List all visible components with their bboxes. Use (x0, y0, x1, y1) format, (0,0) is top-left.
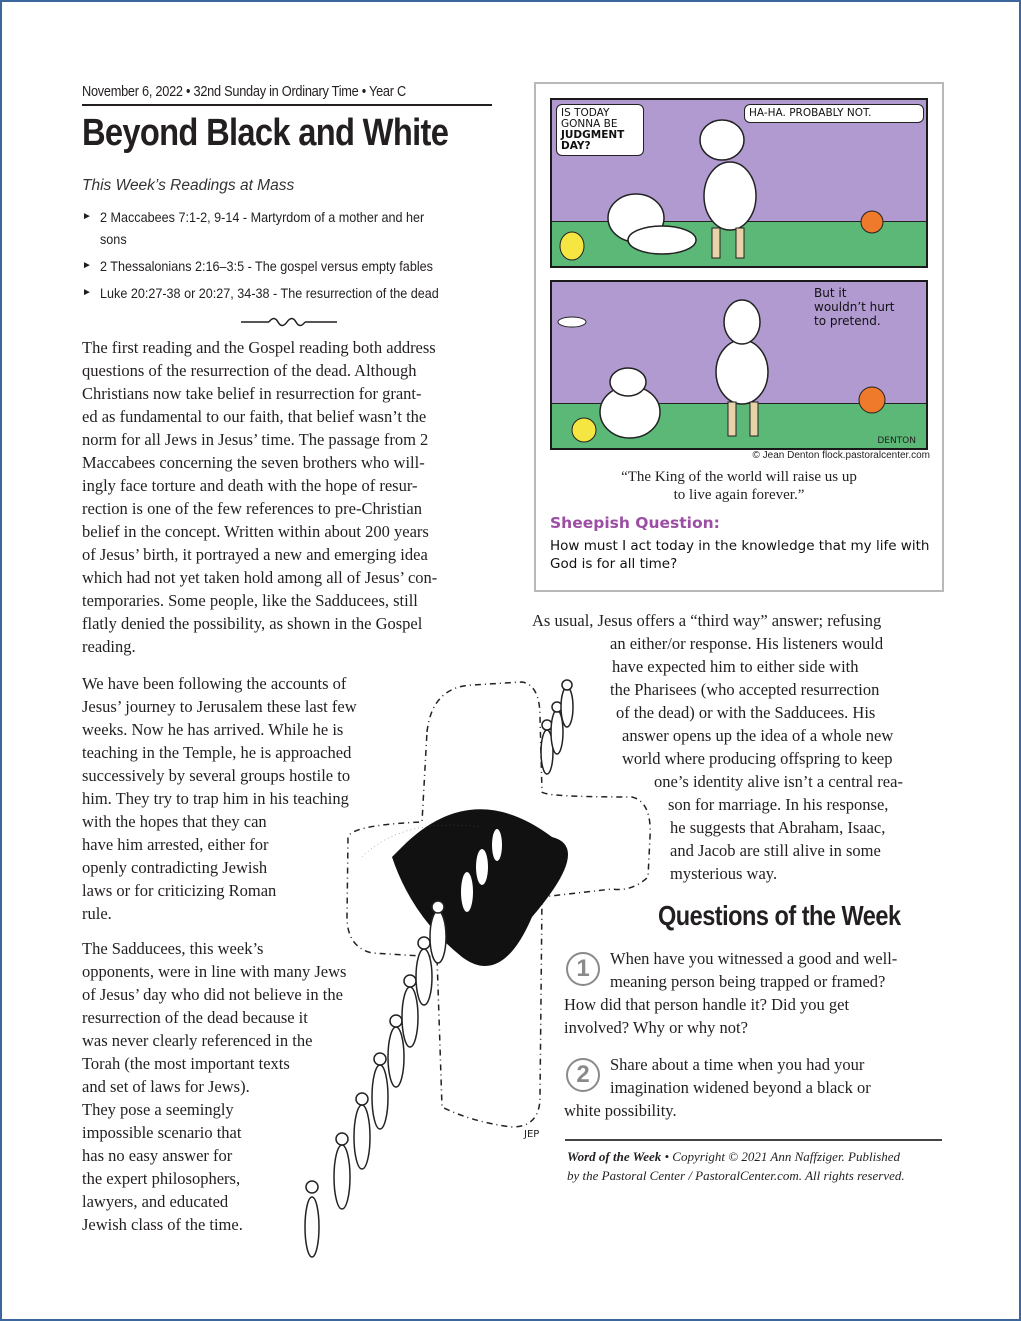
paragraph-line: resurrection of the dead because it (82, 1008, 308, 1027)
bubble-text: IS TODAY (561, 107, 610, 119)
comic-panel-2 (550, 280, 928, 450)
paragraph-line: and set of laws for Jews). (82, 1077, 250, 1096)
question-number-2-icon: 2 (566, 1058, 600, 1092)
footer-text: by the Pastoral Center / PastoralCenter.com. All rights reserved. (567, 1168, 905, 1183)
speech-bubble-right: HA-HA. PROBABLY NOT. (744, 104, 924, 123)
paragraph-line: Jewish class of the time. (82, 1215, 243, 1234)
paragraph-line: impossible scenario that (82, 1123, 242, 1142)
paragraph-line: mysterious way. (670, 864, 778, 883)
paragraph-line: the Pharisees (who accepted resurrection (610, 680, 880, 699)
ornament-divider-icon (239, 314, 339, 328)
questions-heading: Questions of the Week (658, 900, 901, 931)
paragraph-line: flatly denied the possibility, as shown in the Gospel (82, 614, 423, 633)
paragraph-line: rection is one of the few references to pre-Christian (82, 499, 422, 518)
paragraph-line: They pose a seemingly (82, 1100, 234, 1119)
reading-text: sons (100, 231, 127, 247)
question-line: meaning person being trapped or framed? (610, 972, 886, 991)
reading-text: 2 Maccabees 7:1-2, 9-14 - Martyrdom of a mother and her (100, 209, 425, 225)
paragraph-line: opponents, were in line with many Jews (82, 962, 347, 981)
paragraph-line: world where producing offspring to keep (622, 749, 893, 768)
paragraph-line: have expected him to either side with (612, 657, 859, 676)
paragraph-line: he suggests that Abraham, Isaac, (670, 818, 886, 837)
footer-brand: Word of the Week (567, 1149, 662, 1164)
question-line: How did that person handle it? Did you get (564, 995, 850, 1014)
triangle-bullet-icon: ► (82, 260, 92, 271)
sheepish-question-heading: Sheepish Question: (550, 514, 720, 532)
quote-line: “The King of the world will raise us up (621, 469, 857, 485)
paragraph-line: was never clearly referenced in the (82, 1031, 313, 1050)
footer-rule (565, 1139, 942, 1141)
paragraph-line: of the dead) or with the Sadducees. His (616, 703, 876, 722)
paragraph-line: The first reading and the Gospel reading both address (82, 338, 436, 357)
paragraph-line: of Jesus’ birth, it portrayed a new and emerging idea (82, 545, 428, 564)
paragraph-line: with the hopes that they can (82, 812, 267, 831)
thought-line: But it (814, 286, 847, 300)
paragraph-line: teaching in the Temple, he is approached (82, 743, 352, 762)
comic-panel-1 (550, 98, 928, 268)
quote-line: to live again forever.” (673, 487, 805, 503)
triangle-bullet-icon: ► (82, 211, 92, 222)
paragraph-line: We have been following the accounts of (82, 674, 347, 693)
reading-item (82, 206, 502, 250)
paragraph-line: answer opens up the idea of a whole new (622, 726, 894, 745)
question-line: Share about a time when you had your (610, 1055, 865, 1074)
copyright-footer (567, 1147, 947, 1185)
paragraph-line: rule. (82, 904, 112, 923)
reading-item (82, 282, 502, 304)
paragraph-line: Jesus’ journey to Jerusalem these last few (82, 697, 357, 716)
footer-text: • Copyright © 2021 Ann Naffziger. Published (661, 1149, 901, 1164)
bubble-text: GONNA BE (561, 118, 618, 130)
dateline: November 6, 2022 • 32nd Sunday in Ordinary Time • Year C (82, 84, 406, 100)
paragraph-line: ingly face torture and death with the hope of resur- (82, 476, 418, 495)
triangle-bullet-icon: ► (82, 287, 92, 298)
question-1 (564, 947, 949, 1039)
question-line: involved? Why or why not? (564, 1018, 748, 1037)
paragraph-line: norm for all Jews in Jesus’ time. The passage from 2 (82, 430, 429, 449)
paragraph-line: has no easy answer for (82, 1146, 233, 1165)
question-line: white possibility. (564, 1101, 677, 1120)
paragraph-line: The Sadducees, this week’s (82, 939, 264, 958)
sheepish-question-text: How must I act today in the knowledge that my life with God is for all time? (550, 538, 930, 572)
question-line: When have you witnessed a good and well- (610, 949, 898, 968)
question-2 (564, 1053, 949, 1122)
illustration-signature: JEP (524, 1129, 540, 1140)
paragraph-line: Maccabees concerning the seven brothers who will- (82, 453, 425, 472)
readings-list (82, 206, 502, 309)
paragraph-line: laws or for criticizing Roman (82, 881, 277, 900)
thought-line: to pretend. (814, 314, 881, 328)
comic-quote (536, 468, 942, 504)
paragraph-line: openly contradicting Jewish (82, 858, 268, 877)
paragraph-line: temporaries. Some people, like the Sadducees, still (82, 591, 418, 610)
paragraph-line: belief in the concept. Written within about 200 years (82, 522, 429, 541)
readings-heading: This Week’s Readings at Mass (82, 177, 295, 194)
paragraph-line: son for marriage. In his response, (668, 795, 889, 814)
article-paragraph-1 (82, 336, 502, 658)
paragraph-line: reading. (82, 637, 136, 656)
paragraph-line: and Jacob are still alive in some (670, 841, 881, 860)
paragraph-line: Torah (the most important texts (82, 1054, 290, 1073)
paragraph-line: lawyers, and educated (82, 1192, 229, 1211)
paragraph-line: which had not yet taken hold among all of Jesus’ con- (82, 568, 438, 587)
paragraph-line: an either/or response. His listeners would (610, 634, 884, 653)
reading-item (82, 255, 502, 277)
bubble-text: DAY? (561, 140, 591, 152)
paragraph-line: questions of the resurrection of the dead. Although (82, 361, 417, 380)
paragraph-line: of Jesus’ day who did not believe in the (82, 985, 343, 1004)
sheep-scene-2-icon (552, 282, 926, 448)
paragraph-line: As usual, Jesus offers a “third way” answer; refusing (532, 611, 882, 630)
comic-signature: DENTON (877, 436, 916, 446)
reading-text: 2 Thessalonians 2:16–3:5 - The gospel versus empty fables (100, 258, 433, 274)
paragraph-line: one’s identity alive isn’t a central rea- (654, 772, 903, 791)
page-title: Beyond Black and White (82, 112, 449, 154)
question-line: imagination widened beyond a black or (610, 1078, 871, 1097)
paragraph-line: him. They try to trap him in his teaching (82, 789, 349, 808)
paragraph-line: have him arrested, either for (82, 835, 269, 854)
paragraph-line: ed as fundamental to our faith, that belief wasn’t the (82, 407, 427, 426)
question-number-1-icon: 1 (566, 952, 600, 986)
reading-text: Luke 20:27-38 or 20:27, 34-38 - The resurrection of the dead (100, 285, 439, 301)
paragraph-line: Christians now take belief in resurrection for grant- (82, 384, 422, 403)
thought-line: wouldn’t hurt (814, 300, 895, 314)
comic-credit: © Jean Denton flock.pastoralcenter.com (752, 450, 930, 461)
dateline-rule (82, 104, 492, 106)
paragraph-line: the expert philosophers, (82, 1169, 241, 1188)
paragraph-line: successively by several groups hostile to (82, 766, 351, 785)
bubble-text: JUDGMENT (561, 129, 625, 141)
comic-box (534, 82, 944, 592)
paragraph-line: weeks. Now he has arrived. While he is (82, 720, 344, 739)
sheep-scene-1-icon (552, 100, 926, 266)
